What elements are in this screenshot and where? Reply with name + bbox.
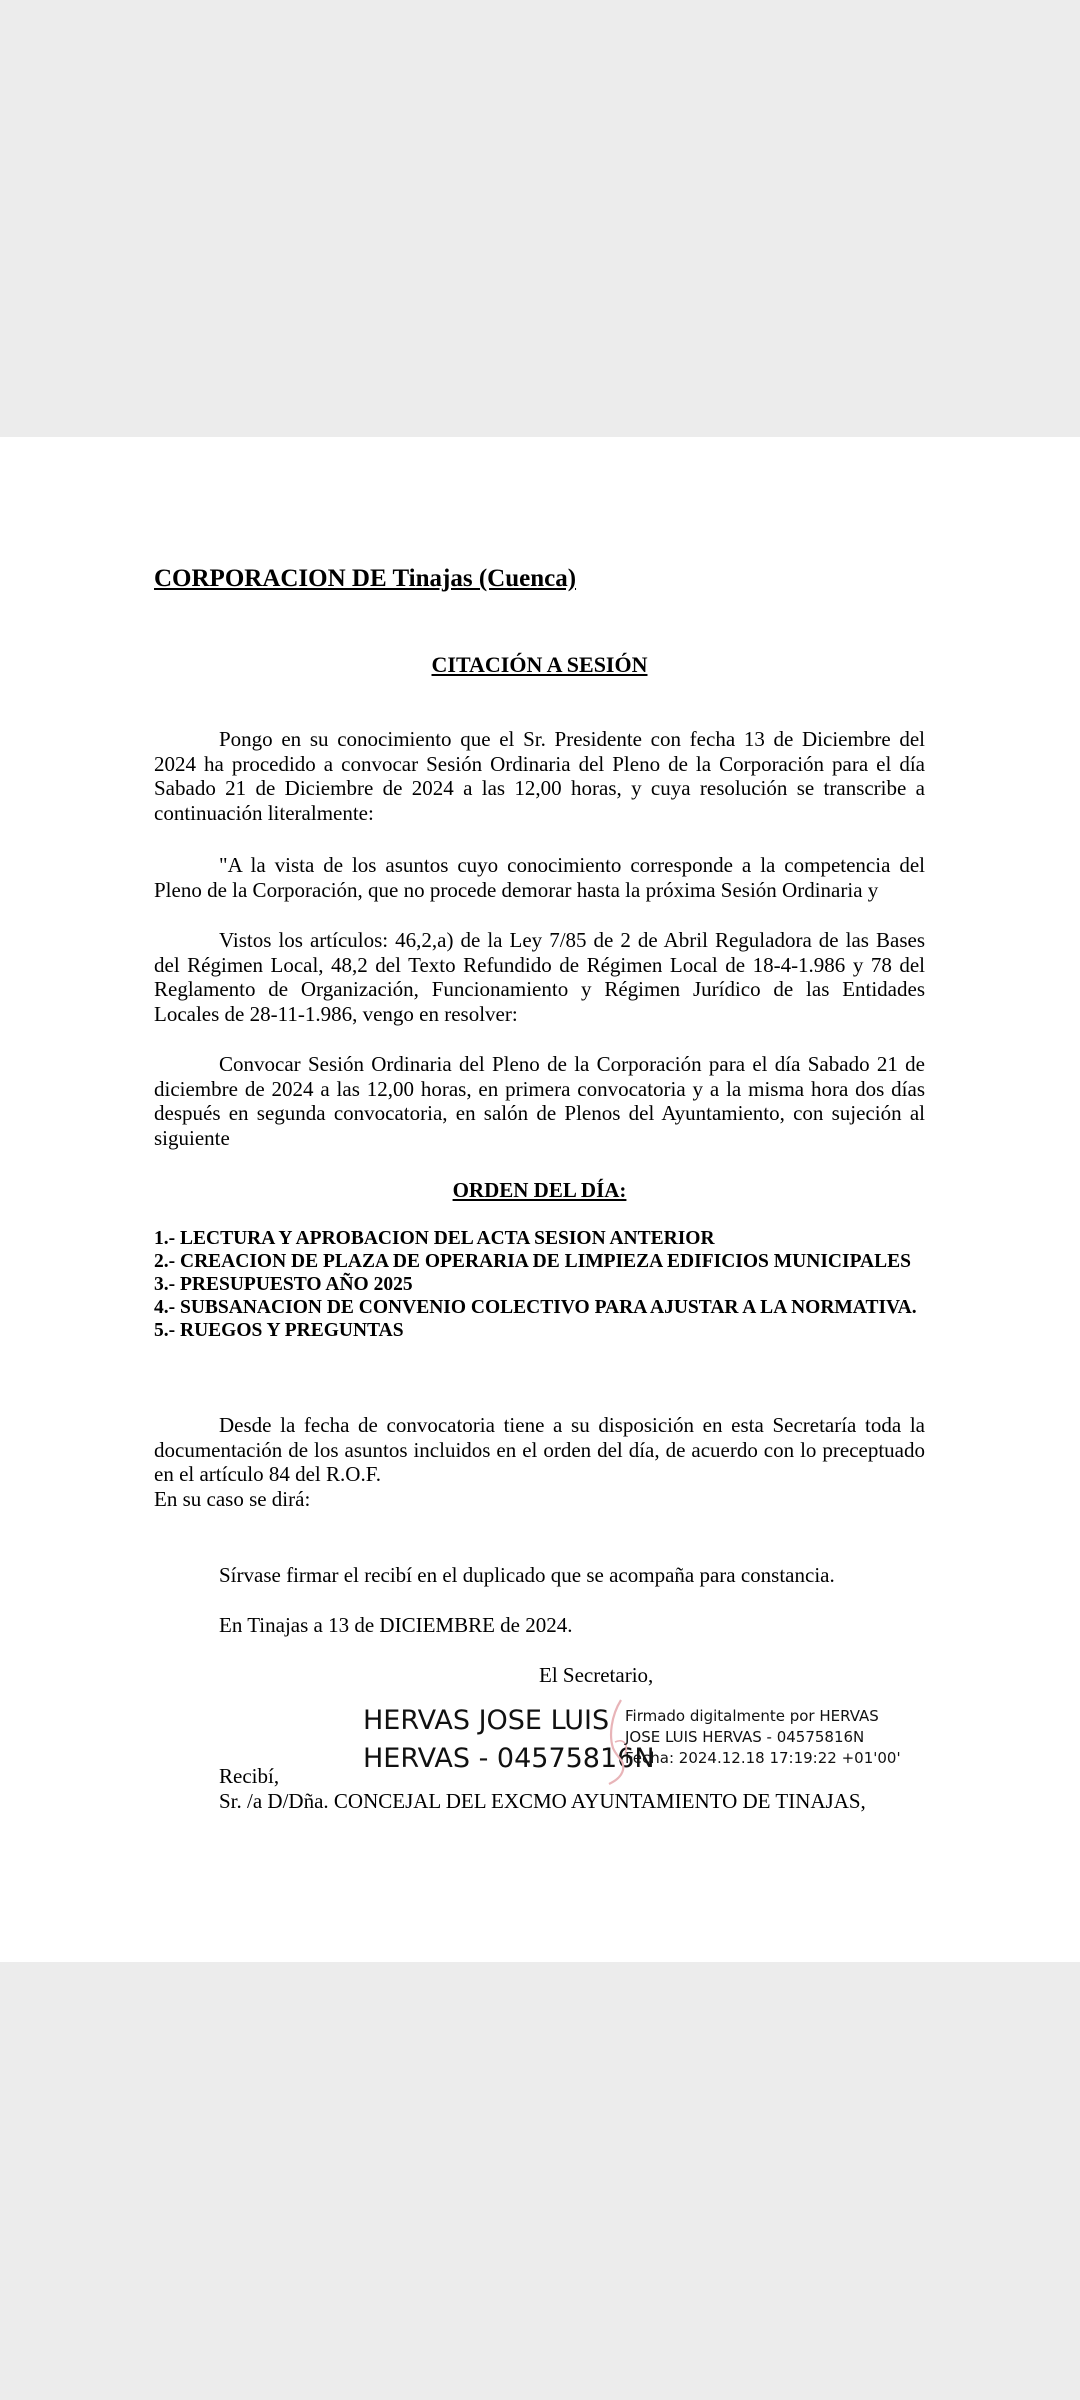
paragraph-quoted-intro: "A la vista de los asuntos cuyo conocimiento corresponde a la competencia del Pleno de la Corporación, que no procede demorar hasta la próxima Sesión Ordinaria y [154,853,925,902]
paragraph-resolution: Convocar Sesión Ordinaria del Pleno de la Corporación para el día Sabado 21 de diciembre de 2024 a las 12,00 horas, en primera convocatoria y a la misma hora dos días después en segunda convocatoria, en salón de Plenos del Ayuntamiento, con sujeción al siguiente [154,1052,925,1150]
signature-name-line: HERVAS - 04575816N [363,1743,655,1774]
agenda-item: 2.- CREACION DE PLAZA DE OPERARIA DE LIMPIEZA EDIFICIOS MUNICIPALES [154,1251,911,1272]
agenda-list [154,1227,925,1342]
signature-detail-line: Firmado digitalmente por HERVAS [625,1707,879,1725]
paragraph-legal-basis: Vistos los artículos: 46,2,a) de la Ley 7/85 de 2 de Abril Reguladora de las Bases del Régimen Local, 48,2 del Texto Refundido de Régimen Local de 18-4-1.986 y 78 del Reglamento de Organización, Funcionamiento y Régimen Jurídico de las Entidades Locales de 28-11-1.986, vengo en resolver: [154,928,925,1026]
agenda-item: 1.- LECTURA Y APROBACION DEL ACTA SESION ANTERIOR [154,1228,715,1249]
signature-detail-line: JOSE LUIS HERVAS - 04575816N [625,1728,865,1746]
corporation-heading: CORPORACION DE Tinajas (Cuenca) [154,565,577,592]
place-and-date: En Tinajas a 13 de DICIEMBRE de 2024. [219,1613,573,1637]
digital-signature [363,1702,901,1787]
paragraph-documentation: Desde la fecha de convocatoria tiene a su disposición en esta Secretaría toda la documentación de los asuntos incluidos en el orden del día, de acuerdo con lo preceptuado en el artículo 84 del R.O.F. [154,1413,925,1486]
signature-request: Sírvase firmar el recibí en el duplicado que se acompaña para constancia. [219,1563,835,1587]
secretary-label: El Secretario, [539,1663,654,1687]
agenda-title: ORDEN DEL DÍA: [452,1178,627,1202]
received-label: Recibí, [219,1764,280,1788]
paragraph-convocation-notice: Pongo en su conocimiento que el Sr. Presidente con fecha 13 de Diciembre del 2024 ha procedido a convocar Sesión Ordinaria del Pleno de la Corporación para el día Sabado 21 de Diciembre de 2024 a las 12,00 horas, y cuya resolución se transcribe a continuación literalmente: [154,727,925,825]
signature-name-line: HERVAS JOSE LUIS [363,1705,610,1736]
recipient-line: Sr. /a D/Dña. CONCEJAL DEL EXCMO AYUNTAMIENTO DE TINAJAS, [219,1789,866,1813]
signature-detail-line: Fecha: 2024.12.18 17:19:22 +01'00' [625,1749,901,1767]
agenda-item: 3.- PRESUPUESTO AÑO 2025 [154,1274,413,1295]
agenda-item: 4.- SUBSANACION DE CONVENIO COLECTIVO PARA AJUSTAR A LA NORMATIVA. [154,1297,917,1318]
paragraph-tail: En su caso se dirá: [154,1487,311,1511]
agenda-item: 5.- RUEGOS Y PREGUNTAS [154,1320,404,1341]
signature-details [625,1706,901,1769]
document-page [0,437,1080,1962]
document-title: CITACIÓN A SESIÓN [431,652,648,677]
